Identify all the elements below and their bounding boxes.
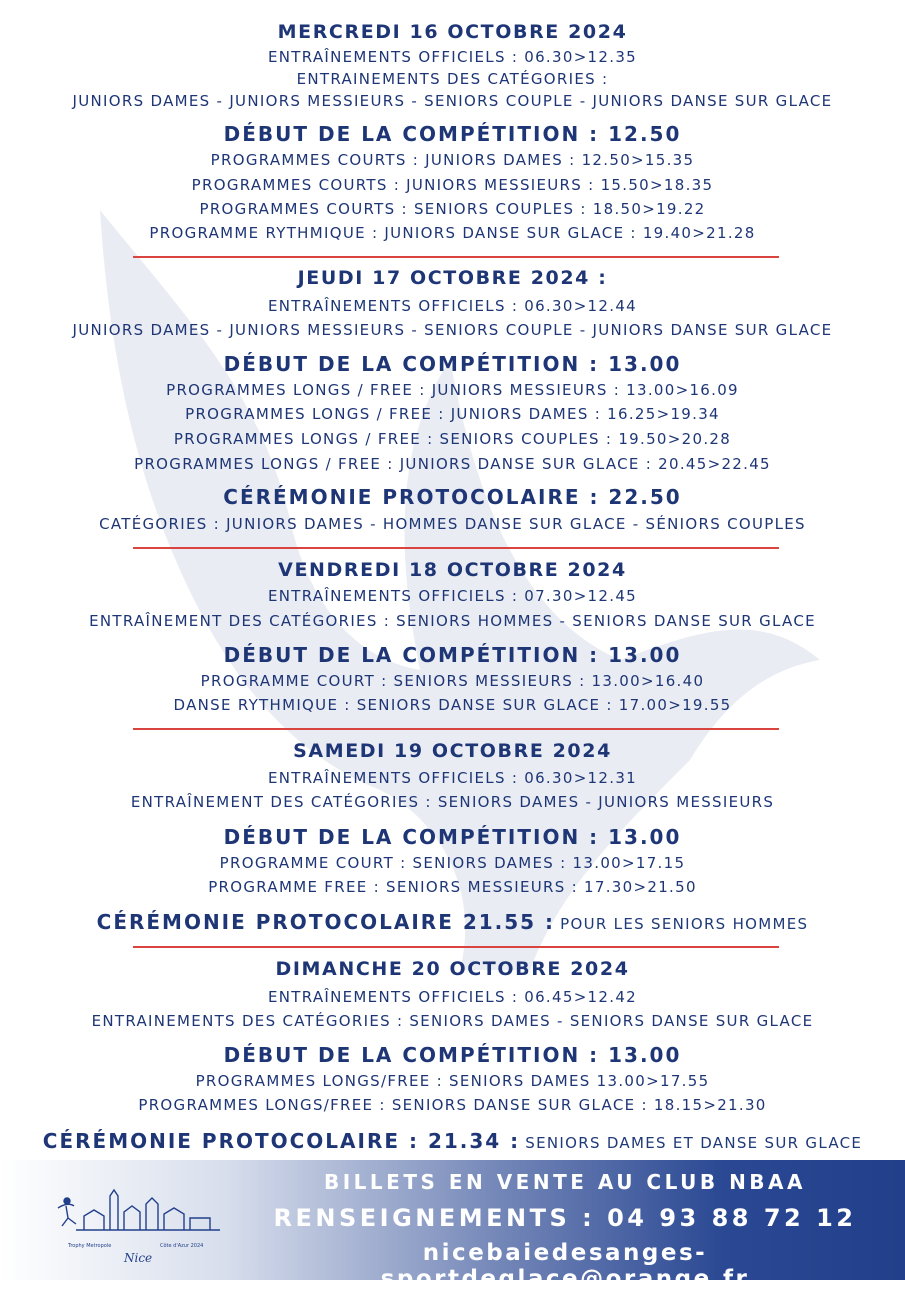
sat-title: SAMEDI 19 OCTOBRE 2024	[293, 740, 612, 762]
nice-trophy-logo	[40, 1170, 235, 1270]
thu-ceremony-categories: CATÉGORIES : JUNIORS DAMES - HOMMES DANSE SUR GLACE - SÉNIORS COUPLES	[99, 515, 806, 533]
sat-competition-start: DÉBUT DE LA COMPÉTITION : 13.00	[223, 825, 682, 849]
thu-program-1: PROGRAMMES LONGS / FREE : JUNIORS MESSIEURS : 13.00>16.09	[166, 381, 739, 399]
sun-ceremony-title: CÉRÉMONIE PROTOCOLAIRE : 21.34 :	[42, 1129, 521, 1153]
sat-program-2: PROGRAMME FREE : SENIORS MESSIEURS : 17.30>21.50	[208, 878, 697, 896]
logo-text-right: Côte d'Azur 2024	[160, 1243, 204, 1249]
thu-title: JEUDI 17 OCTOBRE 2024 :	[297, 267, 608, 289]
wed-program-3: PROGRAMMES COURTS : SENIORS COUPLES : 18.50>19.22	[199, 200, 706, 218]
wed-program-2: PROGRAMMES COURTS : JUNIORS MESSIEURS : 15.50>18.35	[191, 176, 714, 194]
wed-categories-label: ENTRAINEMENTS DES CATÉGORIES :	[296, 70, 609, 88]
thu-ceremony: CÉRÉMONIE PROTOCOLAIRE : 22.50	[223, 485, 682, 509]
separator	[133, 728, 779, 730]
sat-categories: ENTRAÎNEMENT DES CATÉGORIES : SENIORS DAMES - JUNIORS MESSIEURS	[130, 793, 775, 811]
sat-program-1: PROGRAMME COURT : SENIORS DAMES : 13.00>17.15	[219, 854, 686, 872]
thu-program-2: PROGRAMMES LONGS / FREE : JUNIORS DAMES : 16.25>19.34	[185, 405, 720, 423]
separator	[133, 547, 779, 549]
fri-title: VENDREDI 18 OCTOBRE 2024	[278, 559, 627, 581]
sun-ceremony-categories: SENIORS DAMES ET DANSE SUR GLACE	[525, 1134, 863, 1152]
sun-program-2: PROGRAMMES LONGS/FREE : SENIORS DANSE SUR GLACE : 18.15>21.30	[138, 1096, 767, 1114]
sat-ceremony	[0, 910, 905, 934]
wed-categories: JUNIORS DAMES - JUNIORS MESSIEURS - SENIORS COUPLE - JUNIORS DANSE SUR GLACE	[72, 92, 833, 110]
contact-email[interactable]: nicebaiedesanges-sportdeglace@orange.fr	[380, 1240, 750, 1292]
info-phone: RENSEIGNEMENTS : 04 93 88 72 12	[273, 1204, 857, 1232]
sat-training: ENTRAÎNEMENTS OFFICIELS : 06.30>12.31	[267, 769, 638, 787]
logo-text-left: Trophy Metropole	[68, 1243, 112, 1249]
thu-program-4: PROGRAMMES LONGS / FREE : JUNIORS DANSE SUR GLACE : 20.45>22.45	[134, 455, 771, 473]
separator	[133, 946, 779, 948]
wed-training: ENTRAÎNEMENTS OFFICIELS : 06.30>12.35	[267, 48, 638, 66]
fri-competition-start: DÉBUT DE LA COMPÉTITION : 13.00	[223, 643, 682, 667]
wed-program-1: PROGRAMMES COURTS : JUNIORS DAMES : 12.50>15.35	[210, 151, 695, 169]
fri-program-1: PROGRAMME COURT : SENIORS MESSIEURS : 13.00>16.40	[200, 672, 705, 690]
thu-categories: JUNIORS DAMES - JUNIORS MESSIEURS - SENIORS COUPLE - JUNIORS DANSE SUR GLACE	[72, 321, 833, 339]
sun-title: DIMANCHE 20 OCTOBRE 2024	[275, 958, 630, 980]
sun-ceremony	[0, 1129, 905, 1153]
tickets-text: BILLETS EN VENTE AU CLUB NBAA	[323, 1170, 807, 1194]
separator	[133, 256, 779, 258]
sun-categories: ENTRAINEMENTS DES CATÉGORIES : SENIORS DAMES - SENIORS DANSE SUR GLACE	[91, 1012, 814, 1030]
thu-program-3: PROGRAMMES LONGS / FREE : SENIORS COUPLES : 19.50>20.28	[173, 430, 732, 448]
sun-program-1: PROGRAMMES LONGS/FREE : SENIORS DAMES 13.00>17.55	[195, 1072, 710, 1090]
fri-categories: ENTRAÎNEMENT DES CATÉGORIES : SENIORS HOMMES - SENIORS DANSE SUR GLACE	[89, 612, 816, 630]
wed-program-4: PROGRAMME RYTHMIQUE : JUNIORS DANSE SUR GLACE : 19.40>21.28	[149, 224, 756, 242]
sat-ceremony-title: CÉRÉMONIE PROTOCOLAIRE 21.55 :	[96, 910, 556, 934]
fri-program-2: DANSE RYTHMIQUE : SENIORS DANSE SUR GLACE : 17.00>19.55	[173, 696, 732, 714]
thu-training: ENTRAÎNEMENTS OFFICIELS : 06.30>12.44	[267, 297, 638, 315]
wed-title: MERCREDI 16 OCTOBRE 2024	[277, 21, 628, 43]
thu-competition-start: DÉBUT DE LA COMPÉTITION : 13.00	[223, 352, 682, 376]
wed-competition-start: DÉBUT DE LA COMPÉTITION : 12.50	[223, 122, 682, 146]
logo-script: Nice	[124, 1251, 153, 1265]
sun-competition-start: DÉBUT DE LA COMPÉTITION : 13.00	[223, 1043, 682, 1067]
fri-training: ENTRAÎNEMENTS OFFICIELS : 07.30>12.45	[267, 587, 638, 605]
sat-ceremony-categories: POUR LES SENIORS HOMMES	[560, 915, 809, 933]
sun-training: ENTRAÎNEMENTS OFFICIELS : 06.45>12.42	[267, 988, 638, 1006]
